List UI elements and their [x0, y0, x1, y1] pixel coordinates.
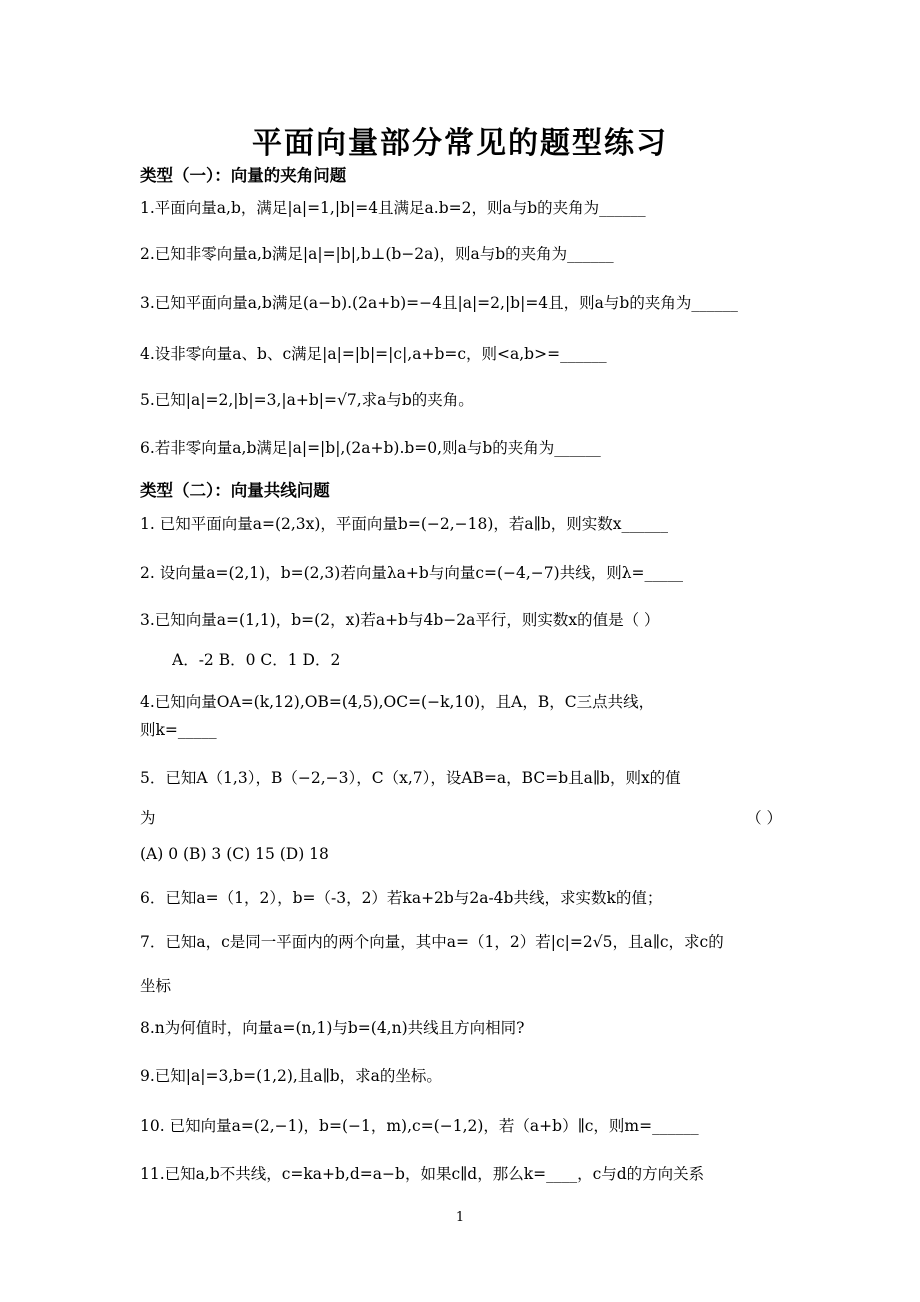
- collinear-question-7: 7．已知a，c是同一平面内的两个向量，其中a=（1，2）若|c|=2√5，且a∥c，求c的: [140, 933, 724, 951]
- collinear-question-3: 3.已知向量a=(1,1)，b=(2，x)若a+b与4b−2a平行，则实数x的值是（ ）: [140, 611, 660, 629]
- collinear-question-1: 1. 已知平面向量a=(2,3x)，平面向量b=(−2,−18)，若a∥b，则实数x______: [140, 515, 668, 533]
- angle-question-2: 2.已知非零向量a,b满足|a|=|b|,b⊥(b−2a)，则a与b的夹角为______: [140, 245, 614, 263]
- angle-question-3: 3.已知平面向量a,b满足(a−b).(2a+b)=−4且|a|=2,|b|=4且，则a与b的夹角为______: [140, 294, 738, 312]
- answer-paren: （ ）: [746, 809, 782, 827]
- angle-question-1: 1.平面向量a,b，满足|a|=1,|b|=4且满足a.b=2，则a与b的夹角为______: [140, 199, 646, 217]
- section-heading-angle: 类型（一）：向量的夹角问题: [140, 166, 347, 185]
- collinear-question-3-options: A．-2 B．0 C．1 D．2: [172, 651, 341, 669]
- collinear-question-5-cont: 为: [140, 809, 156, 827]
- collinear-question-10: 10. 已知向量a=(2,−1)，b=(−1，m),c=(−1,2)，若（a+b）∥c，则m=______: [140, 1117, 699, 1135]
- collinear-question-4-cont: 则k=_____: [140, 721, 217, 739]
- collinear-question-2: 2. 设向量a=(2,1)，b=(2,3)若向量λa+b与向量c=(−4,−7)共线，则λ=_____: [140, 564, 684, 582]
- page-number: 1: [455, 1210, 465, 1225]
- collinear-question-11: 11.已知a,b不共线，c=ka+b,d=a−b，如果c∥d，那么k=____，c与d的方向关系: [140, 1165, 705, 1183]
- collinear-question-4: 4.已知向量OA=(k,12),OB=(4,5),OC=(−k,10)，且A，B，C三点共线，: [140, 693, 655, 711]
- page-title: 平面向量部分常见的题型练习: [252, 126, 668, 161]
- angle-question-6: 6.若非零向量a,b满足|a|=|b|,(2a+b).b=0,则a与b的夹角为______: [140, 439, 601, 457]
- collinear-question-6: 6．已知a=（1，2），b=（-3，2）若ka+2b与2a-4b共线，求实数k的值；: [140, 889, 663, 907]
- angle-question-4: 4.设非零向量a、b、c满足|a|=|b|=|c|,a+b=c，则<a,b>=______: [140, 345, 607, 363]
- collinear-question-7-cont: 坐标: [140, 977, 172, 995]
- collinear-question-9: 9.已知|a|=3,b=(1,2),且a∥b，求a的坐标。: [140, 1067, 442, 1085]
- collinear-question-5-options: (A) 0 (B) 3 (C) 15 (D) 18: [140, 845, 329, 863]
- angle-question-5: 5.已知|a|=2,|b|=3,|a+b|=√7,求a与b的夹角。: [140, 391, 474, 409]
- section-heading-collinear: 类型（二）：向量共线问题: [140, 481, 330, 500]
- collinear-question-5: 5．已知A（1,3），B（−2,−3），C（x,7），设AB=a，BC=b且a∥b，则x的值: [140, 769, 681, 787]
- collinear-question-8: 8.n为何值时，向量a=(n,1)与b=(4,n)共线且方向相同?: [140, 1019, 525, 1037]
